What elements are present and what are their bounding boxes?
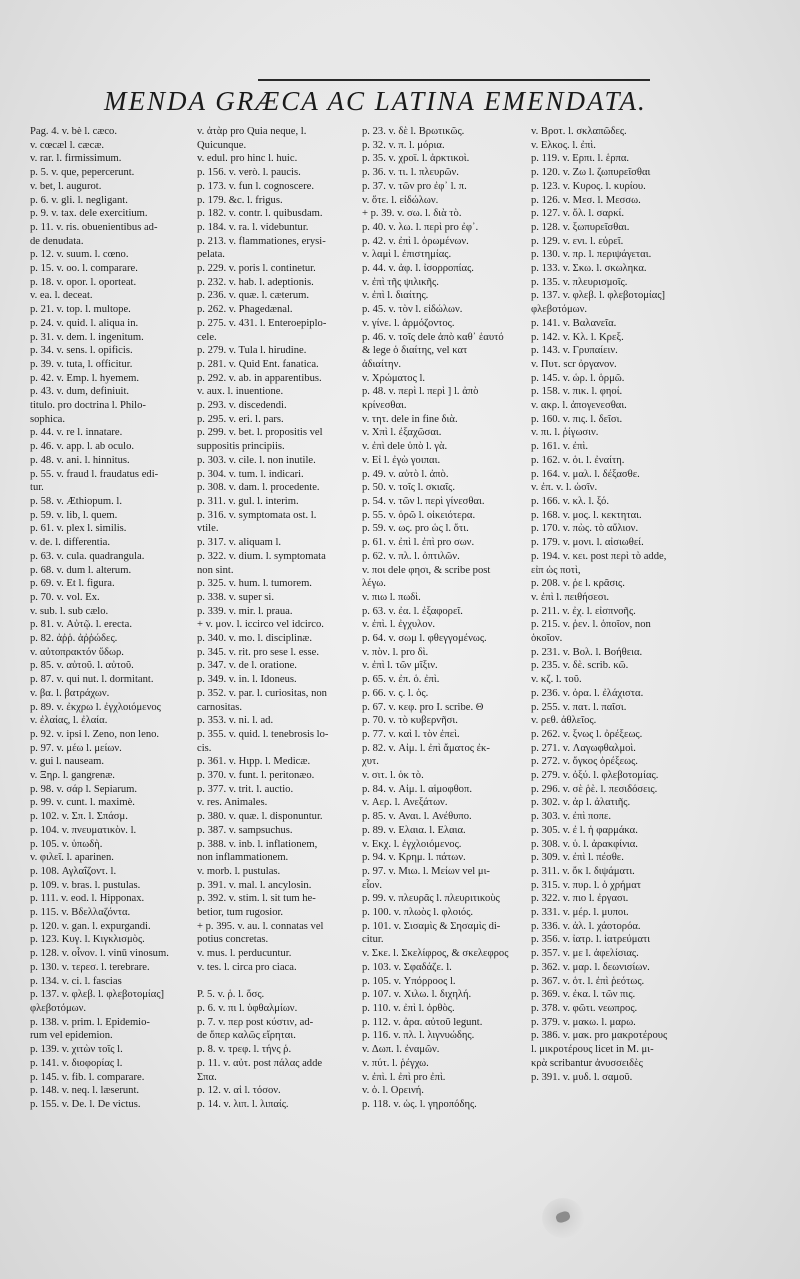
- errata-line: p. 293. v. discedendi.: [197, 400, 287, 412]
- errata-line: p. 156. v. verò. l. paucis.: [197, 167, 301, 179]
- errata-line: p. 110. v. ἐπὶ l. ὀρθὸς.: [362, 1003, 455, 1014]
- errata-line: p. 299. v. bet. l. propositis vel: [197, 427, 323, 439]
- errata-line: p. 120. v. gan. l. expurgandi.: [30, 920, 151, 932]
- errata-line: v. ἀτὰρ pro Quia neque, l.: [197, 126, 307, 137]
- errata-line: p. 148. v. neq. l. læserunt.: [30, 1085, 140, 1097]
- errata-line: ὁκοῖον.: [531, 633, 563, 645]
- errata-line: v. gui l. nauseam.: [30, 756, 105, 768]
- errata-line: de denudata.: [30, 235, 84, 247]
- errata-line: p. 161. v. ἐπὶ.: [531, 441, 588, 453]
- errata-line: p. 272. v. ὄγκος ὀρέξεως.: [531, 756, 638, 768]
- errata-line: v. Eἰ l. ἐγὼ γοιπαι.: [362, 454, 441, 466]
- errata-column-2: [197, 125, 360, 1112]
- errata-line: p. 49. v. αὐτὸ l. ἀπὸ.: [362, 468, 449, 480]
- errata-line: v. πιω l. πωδὶ.: [362, 591, 421, 603]
- errata-line: Σπα.: [197, 1071, 217, 1083]
- errata-line: p. 378. v. φῶτι. νεωπρος.: [531, 1003, 638, 1014]
- errata-line: κρὰ scribantur ἀνυσσειδὲς: [531, 1057, 643, 1069]
- errata-line: p. 391. v. mal. l. ancylosin.: [197, 879, 312, 891]
- errata-line: p. 104. v. πνευματικὸν. l.: [30, 824, 137, 836]
- errata-line: Pag. 4. v. bè l. cæco.: [30, 126, 117, 137]
- errata-line: tur.: [30, 482, 44, 494]
- errata-line: εἶον.: [362, 879, 383, 891]
- errata-line: v. ἐπ. v. l. ὡσῖν.: [531, 482, 598, 494]
- errata-line: suppositis principiis.: [197, 441, 285, 453]
- errata-line: p. 99. v. cunt. l. maximè.: [30, 797, 135, 809]
- errata-line: p. 70. v. vol. Ex.: [30, 591, 100, 603]
- errata-line: p. 115. v. Βδελλαζόντα.: [30, 907, 131, 919]
- errata-line: p. 89. v. ἐκχρω l. ἐγχλοιόμενος: [30, 701, 161, 713]
- errata-line: p. 45. v. τὸν l. εἰδώλων.: [362, 304, 463, 316]
- errata-line: p. 15. v. oo. l. comparare.: [30, 263, 138, 275]
- errata-line: p. 322. v. πιο l. ἐργασι.: [531, 893, 629, 905]
- errata-line: v. cœcæl l. cæcæ.: [30, 139, 105, 151]
- errata-line: v. Πυτ. scr ὀργανον.: [531, 358, 617, 370]
- errata-line: p. 85. v. Αναι. l. Ανέθυπο.: [362, 811, 472, 823]
- errata-line: titulo. pro doctrina l. Philo-: [30, 400, 146, 412]
- errata-line: p. 331. v. μέρ. l. μυποι.: [531, 907, 629, 919]
- errata-line: p. 308. v. ὑ. l. ἀρακφίνια.: [531, 838, 638, 850]
- errata-line: v. de. l. differentia.: [30, 537, 111, 549]
- errata-line: p. 340. v. mo. l. disciplinæ.: [197, 633, 312, 645]
- errata-line: p. 353. v. ni. l. ad.: [197, 715, 274, 727]
- errata-line: v. Δωπ. l. ἐναμῶν.: [362, 1044, 440, 1056]
- errata-line: p. 370. v. funt. l. peritonæo.: [197, 770, 315, 782]
- errata-line: p. 94. v. Κρημ. l. πάτων.: [362, 852, 466, 864]
- errata-line: p. 296. v. σὲ ῥὲ. l. πεσιδόσεις.: [531, 783, 658, 795]
- errata-line: p. 70. v. τὸ κυβερνῆσι.: [362, 715, 458, 727]
- errata-line: p. 317. v. aliquam l.: [197, 537, 282, 549]
- errata-line: p. 357. v. με l. ἀφελίσιας.: [531, 948, 639, 960]
- errata-line: p. 325. v. hum. l. tumorem.: [197, 578, 312, 590]
- errata-line: p. 166. v. κλ. l. ξό.: [531, 495, 609, 507]
- errata-line: p. 112. v. ἀρα. αὐτοῦ legunt.: [362, 1016, 483, 1028]
- errata-line: p. 40. v. λω. l. περὶ pro ἐφ᾽.: [362, 221, 479, 233]
- errata-line: p. 352. v. par. l. curiositas, non: [197, 687, 327, 699]
- errata-line: p. 66. v. ς. l. ὁς.: [362, 687, 429, 699]
- errata-line: p. 134. v. ci. l. fascias: [30, 975, 122, 987]
- errata-line: v. ἐπὶ. l. ἐγχυλον.: [362, 619, 436, 631]
- errata-line: + p. 39. v. σω. l. διὰ τὸ.: [362, 208, 462, 220]
- errata-line: p. 99. v. πλευρᾶς l. πλευριτικοὺς: [362, 893, 500, 905]
- errata-line: p. 68. v. dum l. alterum.: [30, 564, 132, 576]
- errata-line: p. 42. v. ἐπὶ l. ὁρωμένων.: [362, 235, 469, 247]
- errata-line: p. 24. v. quid. l. aliqua in.: [30, 317, 139, 329]
- errata-column-4: [531, 125, 696, 1084]
- errata-line: v. tes. l. circa pro ciaca.: [197, 961, 297, 973]
- errata-line: p. 116. v. πλ. l. λιγνυώδης.: [362, 1030, 475, 1042]
- errata-line: p. 236. v. ὀρα. l. ἐλάχιστα.: [531, 687, 644, 699]
- errata-line: p. 162. v. ὁι. l. ἐναίτη.: [531, 454, 625, 466]
- errata-line: p. 377. v. trit. l. auctio.: [197, 783, 294, 795]
- errata-line: p. 295. v. eri. l. pars.: [197, 413, 284, 425]
- errata-line: p. 215. v. ῥεν. l. ὁποῖον, non: [531, 619, 651, 631]
- errata-line: p. 6. v. πι l. ὑφθαλμίων.: [197, 1003, 298, 1014]
- errata-line: p. 81. v. Αὐτῷ. l. erecta.: [30, 619, 132, 631]
- errata-line: p. 361. v. Ηιpp. l. Medicæ.: [197, 756, 311, 768]
- errata-line: p. 23. v. δὲ l. Βρωτικῶς.: [362, 126, 465, 137]
- errata-line: v. ἐπὶ. l. ἐπὶ pro ἐπὶ.: [362, 1071, 446, 1083]
- errata-line: p. 48. v. περὶ l. περὶ ] l. ἀπὸ: [362, 386, 479, 398]
- errata-line: p. 141. v. Βαλανεῖα.: [531, 317, 617, 329]
- errata-line: p. 292. v. ab. in apparentibus.: [197, 372, 322, 384]
- errata-line: p. 130. v. πρ. l. περιψάγεται.: [531, 249, 652, 261]
- errata-line: p. 55. v. ὁρῶ l. οἰκειότερα.: [362, 509, 476, 521]
- errata-line: p. 392. v. stim. l. sit tum he-: [197, 893, 316, 905]
- errata-line: p. 42. v. Emp. l. hyemem.: [30, 372, 140, 384]
- errata-line: p. 34. v. sens. l. opificis.: [30, 345, 133, 357]
- errata-line: vtile.: [197, 523, 219, 535]
- errata-line: p. 311. v. ὄκ l. διψάματι.: [531, 865, 635, 877]
- errata-column-1: [30, 125, 195, 1112]
- errata-line: p. 97. v. μέω l. μείων.: [30, 742, 122, 754]
- errata-line: p. 315. v. πυρ. l. ὁ χρήματ: [531, 879, 642, 891]
- errata-line: p. 130. v. τερεσ. l. terebrare.: [30, 961, 150, 973]
- errata-line: v. Σκε. l. Σκελίφρος, & σκελεφρος: [362, 948, 509, 960]
- errata-column-3: [362, 125, 530, 1112]
- errata-line: p. 87. v. qui nut. l. dormitant.: [30, 674, 154, 686]
- errata-line: p. 388. v. inb. l. inflationem,: [197, 838, 318, 850]
- errata-line: p. 105. v. Υπόρροος l.: [362, 975, 456, 987]
- errata-line: v. τητ. dele in fine διὰ.: [362, 413, 458, 425]
- errata-line: v. res. Animales.: [197, 797, 268, 809]
- errata-line: v. aux. l. inuentione.: [197, 386, 284, 398]
- errata-line: p. 158. v. πικ. l. φηοί.: [531, 386, 623, 398]
- errata-line: v. Εκχ. l. ἐγχλοιόμενος.: [362, 838, 462, 850]
- errata-line: p. 279. v. ὀξύ. l. φλεβοτομίας.: [531, 770, 659, 782]
- errata-line: v. ἐλαίας, l. ἐλαία.: [30, 715, 108, 727]
- errata-line: p. 82. ἀῤῥ. ἀῤῥώδες.: [30, 633, 118, 645]
- errata-line: & lege ὁ διαίτης, vel κατ: [362, 345, 468, 357]
- errata-line: p. 102. v. Σπ. l. Σπάσμ.: [30, 811, 128, 823]
- errata-line: p. 9. v. tax. dele exercitium.: [30, 208, 148, 220]
- errata-line: potius concretas.: [197, 934, 269, 946]
- errata-line: p. 32. v. π. l. μόρια.: [362, 139, 445, 151]
- errata-line: v. κζ. l. τοῦ.: [531, 674, 582, 686]
- errata-line: non sint.: [197, 564, 234, 576]
- errata-line: p. 369. v. ἐκα. l. τῶν πις.: [531, 989, 636, 1001]
- errata-line: p. 105. v. ὑπωδὴ.: [30, 838, 103, 850]
- errata-line: p. 84. v. Αἰμ. l. αἱμοφθοπ.: [362, 783, 472, 795]
- errata-line: v. morb. l. pustulas.: [197, 865, 281, 877]
- errata-line: p. 14. v. λιπ. l. λιπαίς.: [197, 1098, 289, 1110]
- errata-line: p. 48. v. ani. l. hinnitus.: [30, 454, 130, 466]
- errata-line: p. 229. v. poris l. continetur.: [197, 263, 316, 275]
- errata-line: p. 8. v. τρεφ. l. τήνς ῥ.: [197, 1044, 292, 1056]
- errata-line: p. 279. v. Tula l. hirudine.: [197, 345, 307, 357]
- errata-line: p. 262. v. ξνως l. ὀρέξεως.: [531, 728, 643, 740]
- errata-line: p. 63. v. cula. quadrangula.: [30, 550, 145, 562]
- errata-line: p. 362. v. μαρ. l. δεωνισίων.: [531, 961, 650, 973]
- errata-line: κρίνεσθαι.: [362, 400, 407, 412]
- errata-line: p. 182. v. contr. l. quibusdam.: [197, 208, 323, 220]
- errata-line: v. Ελκος. l. ἐπὶ.: [531, 139, 596, 151]
- errata-line: p. 101. v. Σισαμὶς & Σησαμὶς di-: [362, 920, 501, 932]
- errata-line: p. 62. v. πλ. l. ὀπτιλῶν.: [362, 550, 460, 562]
- errata-line: p. 141. v. διοφορίας l.: [30, 1057, 123, 1069]
- errata-line: p. 302. v. ἀρ l. ἀλατιῆς.: [531, 797, 631, 809]
- errata-line: p. 231. v. Βολ. l. Βοήθεια.: [531, 646, 643, 658]
- errata-line: p. 11. v. αὐτ. post πάλας adde: [197, 1057, 323, 1069]
- errata-line: p. 65. v. ἐπ. ὁ. ἐπὶ.: [362, 674, 440, 686]
- errata-line: p. 18. v. opor. l. oporteat.: [30, 276, 137, 288]
- errata-line: p. 61. v. plex l. similis.: [30, 523, 127, 535]
- errata-line: rum vel epidemion.: [30, 1030, 113, 1042]
- errata-line: pelata.: [197, 249, 225, 261]
- errata-line: p. 345. v. rit. pro sese l. esse.: [197, 646, 320, 658]
- errata-line: p. 67. v. κεφ. pro I. scribe. Θ: [362, 701, 484, 713]
- errata-line: p. 69. v. Et l. figura.: [30, 578, 115, 590]
- errata-line: v. Χρώματος l.: [362, 372, 426, 384]
- errata-line: p. 92. v. ipsi l. Zeno, non leno.: [30, 728, 160, 740]
- errata-line: v. ἐπὶ τῆς ψιλικῆς.: [362, 276, 439, 288]
- errata-line: p. 142. v. Κλ. l. Κρεξ.: [531, 331, 624, 343]
- errata-line: p. 391. v. μυδ. l. σαμοῦ.: [531, 1071, 633, 1083]
- errata-line: Quicunque.: [197, 139, 247, 151]
- errata-line: p. 155. v. De. l. De victus.: [30, 1098, 141, 1110]
- errata-line: p. 356. v. ἰατρ. l. ἰατρεύματι: [531, 934, 651, 946]
- errata-line: p. 128. v. οἶνον. l. vinū vinosum.: [30, 948, 169, 960]
- errata-line: p. 89. v. Ελαια. l. Ελαια.: [362, 824, 466, 836]
- errata-line: p. 347. v. de l. oratione.: [197, 660, 297, 672]
- errata-line: p. 349. v. in. l. Idoneus.: [197, 674, 297, 686]
- errata-line: p. 129. v. ενι. l. εὐρεῖ.: [531, 235, 624, 247]
- errata-line: v. αὐτοπρακτόν ὕδωρ.: [30, 646, 124, 658]
- errata-line: p. 35. v. χροϊ. l. ἀρκτικοὶ.: [362, 153, 470, 165]
- errata-line: p. 271. v. Λαγωφθαλμοὶ.: [531, 742, 636, 754]
- errata-line: p. 170. v. πὼς. τὸ αὔλιον.: [531, 523, 639, 535]
- errata-line: p. 128. v. ξωπυρεῖσθαι.: [531, 221, 630, 233]
- page-title: MENDA GRÆCA AC LATINA EMENDATA.: [104, 86, 647, 116]
- errata-line: p. 127. v. ὅλ. l. σαρκί.: [531, 208, 625, 220]
- errata-line: v. βα. l. βατράχων.: [30, 687, 110, 699]
- errata-line: λέγω.: [362, 578, 386, 590]
- errata-line: p. 179. &c. l. frigus.: [197, 194, 283, 206]
- errata-line: carnositas.: [197, 701, 243, 713]
- errata-line: v. γίνε. l. ἁρμόζοντος.: [362, 317, 455, 329]
- errata-line: p. 311. v. gul. l. interim.: [197, 495, 299, 507]
- errata-line: citur.: [362, 934, 384, 946]
- errata-line: φλεβοτόμων.: [30, 1003, 87, 1014]
- errata-line: p. 54. v. τῶν l. περὶ γίνεσθαι.: [362, 495, 485, 507]
- errata-line: p. 31. v. dem. l. ingenitum.: [30, 331, 144, 343]
- errata-line: p. 322. v. dium. l. symptomata: [197, 550, 326, 562]
- errata-line: φλεβοτόμων.: [531, 304, 588, 316]
- errata-line: v. edul. pro hinc l. huic.: [197, 153, 298, 165]
- errata-line: p. 12. v. αἱ l. τόσον.: [197, 1085, 281, 1097]
- errata-line: p. 208. v. ῥε l. κρᾶσις.: [531, 578, 625, 590]
- errata-line: p. 316. v. symptomata ost. l.: [197, 509, 317, 521]
- errata-line: v. ποι dele φησι, & scribe post: [362, 564, 491, 576]
- errata-line: p. 145. v. fib. l. comparare.: [30, 1071, 145, 1083]
- errata-line: p. 123. Κυγ. l. Κιγκλισμὸς.: [30, 934, 145, 946]
- errata-line: v. σιτ. l. ὁκ τὸ.: [362, 770, 424, 782]
- errata-line: p. 39. v. tuta, l. officitur.: [30, 358, 133, 370]
- errata-line: p. 194. v. κει. post περὶ τὸ adde,: [531, 550, 667, 562]
- errata-line: p. 275. v. 431. l. Enteroepiplo-: [197, 317, 327, 329]
- errata-line: p. 118. v. ὡς. l. γηροπόδης.: [362, 1098, 477, 1110]
- errata-line: p. 43. v. dum, definiuit.: [30, 386, 130, 398]
- errata-line: χυτ.: [362, 756, 379, 768]
- errata-line: p. 179. v. μονι. l. αἰσιωθεί.: [531, 537, 644, 549]
- errata-line: p. 143. v. Γρυπαίειν.: [531, 345, 618, 357]
- errata-line: v. mus. l. perducuntur.: [197, 948, 292, 960]
- errata-line: p. 213. v. flammationes, erysi-: [197, 235, 326, 247]
- errata-line: p. 309. v. ἐπὶ l. πέσθε.: [531, 852, 624, 864]
- errata-line: p. 308. v. dam. l. procedente.: [197, 482, 320, 494]
- errata-line: p. 386. v. μακ. pro μακροτέρους: [531, 1030, 668, 1042]
- errata-line: p. 211. v. ἐχ. l. εἰσπνοῆς.: [531, 605, 636, 617]
- errata-line: p. 281. v. Quid Ent. fanatica.: [197, 358, 319, 370]
- errata-line: v. ἐπὶ l. πειθήσεσι.: [531, 591, 610, 603]
- errata-line: p. 120. v. Ζω l. ζωπυρεῖσθαι: [531, 167, 651, 179]
- errata-line: p. 367. v. ὁτ. l. ἐπὶ ῥεότως.: [531, 975, 645, 987]
- errata-line: p. 160. v. πις. l. δεῖσι.: [531, 413, 623, 425]
- errata-line: v. ὁ. l. Ορεινή.: [362, 1085, 424, 1097]
- errata-line: p. 380. v. quæ. l. disponuntur.: [197, 811, 323, 823]
- errata-line: p. 338. v. super si.: [197, 591, 274, 603]
- errata-line: p. 168. v. μος. l. κεκτηται.: [531, 509, 642, 521]
- errata-line: p. 64. v. σωμ l. φθεγγομένως.: [362, 633, 487, 645]
- errata-line: p. 145. v. ὡρ. l. ὁρμῶ.: [531, 372, 625, 384]
- errata-line: p. 85. v. αὐτοῦ. l. αὐτοῦ.: [30, 660, 134, 672]
- errata-line: p. 82. v. Αἰμ. l. ἐπὶ ἄματος ἐκ-: [362, 742, 490, 754]
- errata-line: v. ὅτε. l. εἰδώλων.: [362, 194, 439, 206]
- errata-line: v. sub. l. sub cælo.: [30, 605, 109, 617]
- errata-line: p. 184. v. ra. l. videbuntur.: [197, 221, 309, 233]
- errata-line: v. rar. l. firmissimum.: [30, 153, 122, 165]
- errata-line: p. 97. v. Μιω. l. Μείων vel μι-: [362, 865, 490, 877]
- errata-line: de ὅπερ καλῶς εἴρηται.: [197, 1030, 296, 1042]
- errata-line: v. ρεθ. ἀθλεῖος.: [531, 715, 597, 727]
- errata-line: p. 61. v. ἐπὶ l. ἐπὶ pro σων.: [362, 537, 475, 549]
- errata-line: p. 63. v. ἐα. l. ἐξαφορεῖ.: [362, 605, 463, 617]
- errata-line: p. 133. v. Σκω. l. σκωληκα.: [531, 263, 647, 275]
- errata-line: p. 138. v. prim. l. Epidemio-: [30, 1016, 150, 1028]
- errata-line: v. Χπὶ l. ἐξαχῶσαι.: [362, 427, 442, 439]
- errata-line: p. 55. v. fraud l. fraudatus edi-: [30, 468, 159, 480]
- errata-line: v. ἐπὶ l. διαίτης.: [362, 290, 429, 302]
- errata-line: cis.: [197, 742, 212, 754]
- errata-line: p. 235. v. δὲ. scrib. κῶ.: [531, 660, 629, 672]
- errata-line: p. 111. v. eod. l. Hipponax.: [30, 893, 145, 905]
- errata-line: v. λαμὶ l. ἐπιστημίας.: [362, 249, 452, 261]
- header-rule: [258, 79, 650, 81]
- errata-line: p. 304. v. tum. l. indicari.: [197, 468, 304, 480]
- errata-line: v. πὸν. l. pro δὶ.: [362, 646, 429, 658]
- errata-line: l. μικροτέρους licet in M. μι-: [531, 1044, 654, 1056]
- errata-line: + v. μον. l. iccirco vel idcirco.: [197, 619, 324, 631]
- errata-line: p. 387. v. sampsuchus.: [197, 824, 293, 836]
- errata-line: v. ακρ. l. ἀπογενεσθαι.: [531, 400, 627, 412]
- errata-line: p. 46. v. τοῖς dele ἀπὸ καθ᾽ ἑαυτό: [362, 331, 504, 343]
- errata-line: v. ea. l. deceat.: [30, 290, 93, 302]
- errata-line: v. ἐπὶ l. τῶν μῖξιν.: [362, 660, 438, 672]
- errata-line: p. 355. v. quid. l. tenebrosis lo-: [197, 728, 329, 740]
- errata-line: ἀδιαίτην.: [362, 358, 402, 370]
- errata-line: p. 336. v. ἀλ. l. χάοτορόα.: [531, 920, 641, 932]
- errata-line: p. 126. v. Μεσ. l. Μεσσω.: [531, 194, 641, 206]
- errata-line: v. φιλεῖ. l. aparinen.: [30, 852, 114, 864]
- errata-line: sophica.: [30, 413, 66, 425]
- errata-line: p. 58. v. Æthiopum. l.: [30, 495, 123, 507]
- errata-line: p. 173. v. fun l. cognoscere.: [197, 180, 314, 192]
- errata-line: v. Αερ. l. Ανεξάτων.: [362, 797, 448, 809]
- errata-line: p. 77. v. καὶ l. τὸν ἐπεὶ.: [362, 728, 460, 740]
- errata-line: non inflammationem.: [197, 852, 289, 864]
- errata-line: v. Βροτ. l. σκλαπῶδες.: [531, 126, 627, 137]
- errata-line: p. 11. v. ris. obuenientibus ad-: [30, 221, 158, 233]
- errata-line: v. Ξηρ. l. gangrenæ.: [30, 770, 115, 782]
- errata-line: p. 21. v. top. l. multope.: [30, 304, 131, 316]
- errata-line: εἰπ ὡς ποτὶ,: [531, 564, 581, 576]
- errata-line: p. 36. v. τι. l. πλευρῶν.: [362, 167, 459, 179]
- errata-line: p. 6. v. gli. l. negligant.: [30, 194, 128, 206]
- errata-line: P. 5. v. ῥ. l. ὅσς.: [197, 989, 265, 1001]
- errata-line: p. 303. v. cile. l. non inutile.: [197, 454, 316, 466]
- errata-line: p. 123. v. Κυρος. l. κυρίου.: [531, 180, 646, 192]
- errata-line: p. 119. v. Ερπι. l. ἑρπα.: [531, 153, 630, 165]
- paper-stain: [542, 1198, 584, 1238]
- errata-line: p. 46. v. app. l. ab oculo.: [30, 441, 135, 453]
- errata-line: p. 7. v. περ post κύστιν, ad-: [197, 1016, 314, 1028]
- errata-line: p. 303. v. ἐπὶ ποπε.: [531, 811, 612, 823]
- errata-line: p. 137. v. φλεβ. l. φλεβοτομίας]: [30, 989, 165, 1001]
- errata-line: [197, 975, 360, 989]
- errata-line: p. 37. v. τῶν pro ἐφ᾽ l. π.: [362, 180, 467, 192]
- errata-line: p. 135. v. πλευρισμοῖς.: [531, 276, 628, 288]
- errata-line: p. 262. v. Phagedænal.: [197, 304, 293, 316]
- errata-line: p. 109. v. bras. l. pustulas.: [30, 879, 141, 891]
- errata-line: p. 44. v. ἀφ. l. ἰσορροπίας.: [362, 263, 474, 275]
- errata-line: p. 12. v. suum. l. cœno.: [30, 249, 129, 261]
- errata-line: p. 44. v. re l. innatare.: [30, 427, 123, 439]
- errata-line: p. 98. v. σάρ l. Sepiarum.: [30, 783, 138, 795]
- errata-line: v. bet, l. augurot.: [30, 180, 102, 192]
- errata-line: p. 107. v. Χιλω. l. διχηλή.: [362, 989, 472, 1001]
- errata-line: p. 108. Αγλαΐζοντ. l.: [30, 865, 117, 877]
- errata-line: p. 137. v. φλεβ. l. φλεβοτομίας]: [531, 290, 666, 302]
- errata-line: p. 50. v. τοῖς l. σκιαῖς.: [362, 482, 456, 494]
- errata-line: p. 59. v. lib, l. quem.: [30, 509, 118, 521]
- errata-line: p. 139. v. χιτὼν τοῖς l.: [30, 1044, 123, 1056]
- errata-line: p. 232. v. hab. l. adeptionis.: [197, 276, 314, 288]
- errata-line: v. πι. l. ῥίγωσιν.: [531, 427, 599, 439]
- errata-line: p. 379. v. μακω. l. μαρω.: [531, 1016, 636, 1028]
- errata-line: betior, tum rugosior.: [197, 907, 284, 919]
- errata-line: p. 5. v. que, pepercerunt.: [30, 167, 135, 179]
- errata-line: p. 59. v. ως. pro ὡς l. ὅτι.: [362, 523, 469, 535]
- errata-line: + p. 395. v. au. l. connatas vel: [197, 920, 324, 932]
- errata-line: v. ἐπὶ dele ὑπὸ l. γὰ.: [362, 441, 448, 453]
- errata-line: p. 103. v. Σφαδάζε. l.: [362, 961, 452, 973]
- errata-line: p. 339. v. mir. l. praua.: [197, 605, 293, 617]
- errata-line: p. 236. v. quæ. l. cæterum.: [197, 290, 310, 302]
- errata-line: p. 305. v. ἐ l. ἡ φαρμάκα.: [531, 824, 638, 836]
- errata-line: p. 164. v. μαλ. l. δέξασθε.: [531, 468, 640, 480]
- errata-line: cele.: [197, 331, 217, 343]
- errata-line: v. πύτ. l. ῥέγχω.: [362, 1057, 429, 1069]
- errata-line: p. 100. v. πλωὸς l. φλοιός.: [362, 907, 474, 919]
- errata-line: p. 255. v. πατ. l. παῖσι.: [531, 701, 627, 713]
